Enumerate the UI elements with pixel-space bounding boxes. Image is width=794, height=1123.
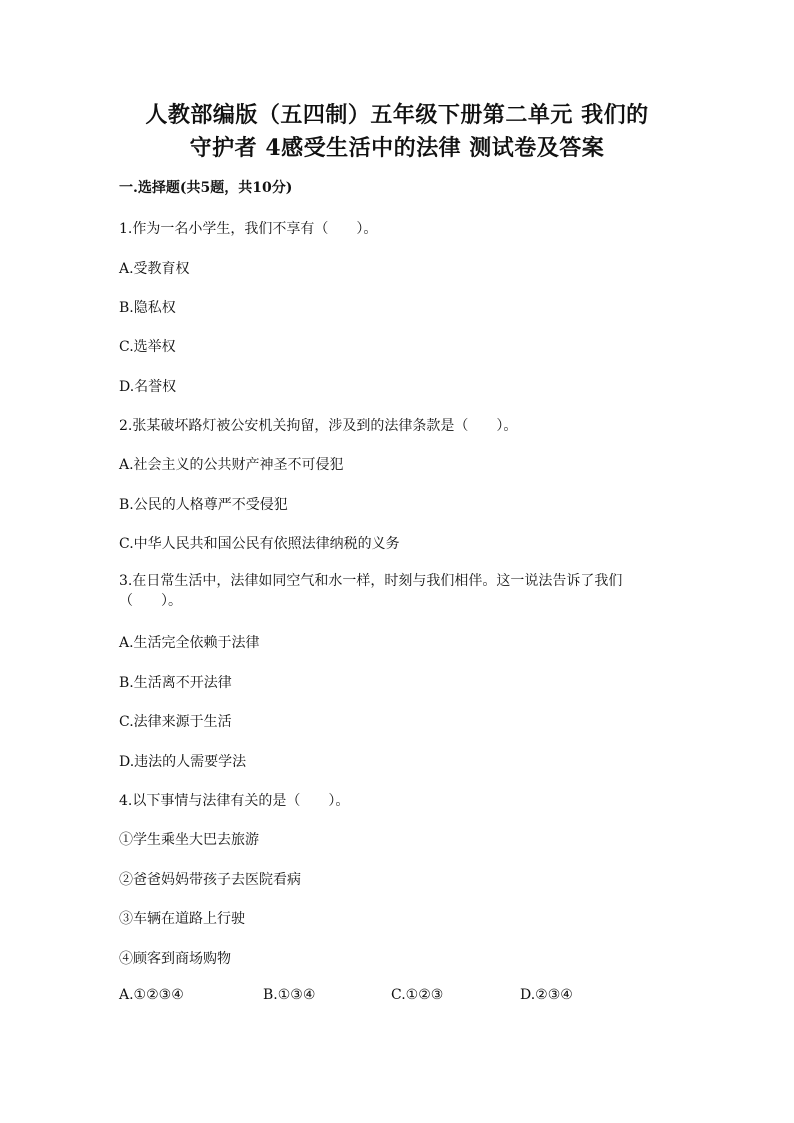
question-4-stem: 4.以下事情与法律有关的是（ ）。 — [119, 793, 350, 809]
question-3-stem: 3.在日常生活中，法律如同空气和水一样，时刻与我们相伴。这一说法告诉了我们（ ）。 — [119, 573, 623, 609]
question-4-item-1: ①学生乘坐大巴去旅游 — [119, 832, 259, 848]
section-heading: 一.选择题(共5题，共10分) — [119, 180, 293, 196]
question-4-option-a: A.①②③④ — [119, 987, 184, 1003]
question-4-option-c: C.①②③ — [391, 987, 444, 1003]
question-3-option-d: D.违法的人需要学法 — [119, 754, 247, 770]
question-3-option-b: B.生活离不开法律 — [119, 675, 232, 691]
question-1-stem: 1.作为一名小学生，我们不享有（ ）。 — [119, 221, 378, 237]
question-2-stem: 2.张某破坏路灯被公安机关拘留，涉及到的法律条款是（ ）。 — [119, 418, 518, 434]
question-2-option-b: B.公民的人格尊严不受侵犯 — [119, 497, 288, 513]
question-1-option-d: D.名誉权 — [119, 379, 177, 395]
question-2-option-c: C.中华人民共和国公民有依照法律纳税的义务 — [119, 536, 400, 552]
question-4-item-2: ②爸爸妈妈带孩子去医院看病 — [119, 872, 301, 888]
question-1-option-c: C.选举权 — [119, 339, 176, 355]
document-title-line-1: 人教部编版（五四制）五年级下册第二单元 我们的 — [145, 102, 649, 128]
question-3-option-c: C.法律来源于生活 — [119, 714, 232, 730]
question-1-option-a: A.受教育权 — [119, 261, 190, 277]
question-4-option-b: B.①③④ — [263, 987, 316, 1003]
document-title-line-2: 守护者 4感受生活中的法律 测试卷及答案 — [189, 135, 605, 161]
question-4-item-4: ④顾客到商场购物 — [119, 951, 231, 967]
question-3-option-a: A.生活完全依赖于法律 — [119, 635, 260, 651]
question-4-option-d: D.②③④ — [520, 987, 573, 1003]
question-2-option-a: A.社会主义的公共财产神圣不可侵犯 — [119, 457, 344, 473]
question-4-item-3: ③车辆在道路上行驶 — [119, 911, 245, 927]
question-1-option-b: B.隐私权 — [119, 300, 176, 316]
